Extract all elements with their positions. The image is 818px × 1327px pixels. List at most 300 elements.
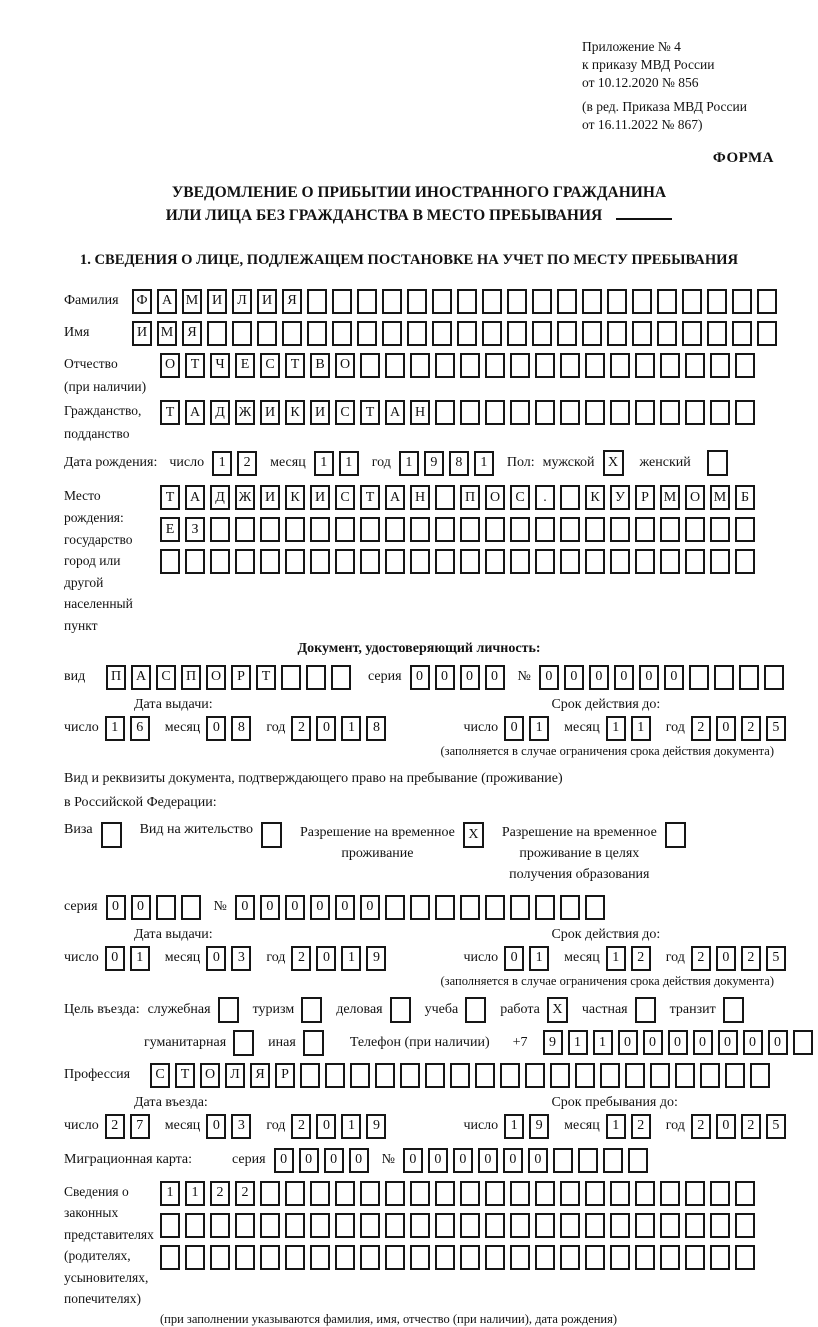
char-cell[interactable]: 0	[504, 946, 524, 971]
char-cell[interactable]: 0	[299, 1148, 319, 1173]
char-cell[interactable]	[603, 1148, 623, 1173]
char-cell[interactable]	[281, 665, 301, 690]
char-cell[interactable]: Т	[285, 353, 305, 378]
char-cell[interactable]: 0	[485, 665, 505, 690]
char-cell[interactable]	[710, 1245, 730, 1270]
char-cell[interactable]	[735, 400, 755, 425]
char-cell[interactable]	[435, 1213, 455, 1238]
char-cell[interactable]: 0	[639, 665, 659, 690]
char-cell[interactable]: 2	[691, 716, 711, 741]
char-cell[interactable]	[435, 895, 455, 920]
char-cell[interactable]	[385, 895, 405, 920]
char-cell[interactable]	[357, 289, 377, 314]
char-cell[interactable]	[435, 353, 455, 378]
char-cell[interactable]: Е	[235, 353, 255, 378]
char-cell[interactable]	[535, 517, 555, 542]
char-cell[interactable]	[482, 289, 502, 314]
char-cell[interactable]	[700, 1063, 720, 1088]
char-cell[interactable]: А	[131, 665, 151, 690]
char-cell[interactable]: 0	[428, 1148, 448, 1173]
char-cell[interactable]	[460, 1245, 480, 1270]
char-cell[interactable]	[410, 1181, 430, 1206]
char-cell[interactable]	[735, 549, 755, 574]
char-cell[interactable]: 0	[335, 895, 355, 920]
char-cell[interactable]	[500, 1063, 520, 1088]
char-cell[interactable]	[510, 1181, 530, 1206]
char-cell[interactable]	[400, 1063, 420, 1088]
char-cell[interactable]	[332, 289, 352, 314]
char-cell[interactable]: 1	[529, 946, 549, 971]
purpose-transit-checkbox[interactable]	[723, 997, 744, 1023]
char-cell[interactable]: 1	[341, 946, 361, 971]
char-cell[interactable]	[335, 549, 355, 574]
char-cell[interactable]: 0	[664, 665, 684, 690]
char-cell[interactable]	[432, 289, 452, 314]
char-cell[interactable]: 2	[631, 1114, 651, 1139]
char-cell[interactable]: 0	[260, 895, 280, 920]
char-cell[interactable]	[660, 517, 680, 542]
char-cell[interactable]	[628, 1148, 648, 1173]
char-cell[interactable]	[357, 321, 377, 346]
char-cell[interactable]	[632, 321, 652, 346]
char-cell[interactable]	[657, 289, 677, 314]
char-cell[interactable]	[650, 1063, 670, 1088]
char-cell[interactable]	[410, 1213, 430, 1238]
char-cell[interactable]: 1	[160, 1181, 180, 1206]
char-cell[interactable]	[335, 1181, 355, 1206]
char-cell[interactable]: 9	[366, 946, 386, 971]
char-cell[interactable]	[307, 289, 327, 314]
char-cell[interactable]	[407, 321, 427, 346]
char-cell[interactable]: С	[156, 665, 176, 690]
purpose-humanitarian-checkbox[interactable]	[233, 1030, 254, 1056]
char-cell[interactable]	[460, 353, 480, 378]
char-cell[interactable]	[560, 353, 580, 378]
char-cell[interactable]	[210, 1245, 230, 1270]
char-cell[interactable]	[535, 1213, 555, 1238]
char-cell[interactable]: Ж	[235, 485, 255, 510]
char-cell[interactable]	[560, 1181, 580, 1206]
char-cell[interactable]	[410, 549, 430, 574]
char-cell[interactable]: 1	[606, 946, 626, 971]
char-cell[interactable]: 0	[716, 716, 736, 741]
char-cell[interactable]	[257, 321, 277, 346]
char-cell[interactable]: 3	[231, 946, 251, 971]
char-cell[interactable]	[410, 353, 430, 378]
char-cell[interactable]: Т	[185, 353, 205, 378]
char-cell[interactable]	[660, 400, 680, 425]
char-cell[interactable]	[585, 1213, 605, 1238]
char-cell[interactable]	[425, 1063, 445, 1088]
char-cell[interactable]	[235, 549, 255, 574]
char-cell[interactable]	[732, 321, 752, 346]
char-cell[interactable]: 0	[349, 1148, 369, 1173]
char-cell[interactable]: 0	[668, 1030, 688, 1055]
char-cell[interactable]: Я	[282, 289, 302, 314]
char-cell[interactable]	[485, 1213, 505, 1238]
char-cell[interactable]: 0	[453, 1148, 473, 1173]
char-cell[interactable]: 0	[435, 665, 455, 690]
char-cell[interactable]	[535, 895, 555, 920]
char-cell[interactable]	[235, 1213, 255, 1238]
char-cell[interactable]: С	[260, 353, 280, 378]
char-cell[interactable]: С	[335, 400, 355, 425]
char-cell[interactable]	[735, 1213, 755, 1238]
char-cell[interactable]: Т	[160, 485, 180, 510]
char-cell[interactable]	[460, 517, 480, 542]
char-cell[interactable]	[635, 1213, 655, 1238]
char-cell[interactable]	[635, 1181, 655, 1206]
char-cell[interactable]	[285, 1213, 305, 1238]
char-cell[interactable]	[557, 289, 577, 314]
char-cell[interactable]	[510, 1213, 530, 1238]
char-cell[interactable]: 2	[691, 1114, 711, 1139]
char-cell[interactable]	[300, 1063, 320, 1088]
char-cell[interactable]: .	[535, 485, 555, 510]
char-cell[interactable]	[310, 1181, 330, 1206]
char-cell[interactable]: 1	[399, 451, 419, 476]
char-cell[interactable]: 2	[210, 1181, 230, 1206]
char-cell[interactable]: 0	[206, 946, 226, 971]
char-cell[interactable]: 2	[291, 716, 311, 741]
char-cell[interactable]	[457, 321, 477, 346]
char-cell[interactable]: Д	[210, 400, 230, 425]
char-cell[interactable]: З	[185, 517, 205, 542]
char-cell[interactable]	[510, 400, 530, 425]
char-cell[interactable]	[550, 1063, 570, 1088]
char-cell[interactable]	[685, 1181, 705, 1206]
char-cell[interactable]: 0	[206, 1114, 226, 1139]
char-cell[interactable]	[485, 517, 505, 542]
char-cell[interactable]	[335, 1245, 355, 1270]
char-cell[interactable]	[682, 289, 702, 314]
char-cell[interactable]: 1	[529, 716, 549, 741]
char-cell[interactable]: Т	[175, 1063, 195, 1088]
char-cell[interactable]: 0	[643, 1030, 663, 1055]
char-cell[interactable]	[435, 549, 455, 574]
char-cell[interactable]: М	[157, 321, 177, 346]
char-cell[interactable]	[360, 517, 380, 542]
char-cell[interactable]	[285, 517, 305, 542]
char-cell[interactable]	[510, 353, 530, 378]
char-cell[interactable]	[685, 549, 705, 574]
char-cell[interactable]: А	[385, 485, 405, 510]
char-cell[interactable]	[793, 1030, 813, 1055]
char-cell[interactable]: 1	[339, 451, 359, 476]
char-cell[interactable]	[582, 289, 602, 314]
char-cell[interactable]: И	[310, 400, 330, 425]
char-cell[interactable]: К	[285, 400, 305, 425]
char-cell[interactable]: 0	[528, 1148, 548, 1173]
char-cell[interactable]	[610, 549, 630, 574]
char-cell[interactable]	[350, 1063, 370, 1088]
char-cell[interactable]: К	[285, 485, 305, 510]
char-cell[interactable]: 0	[316, 1114, 336, 1139]
purpose-work-checkbox[interactable]: X	[547, 997, 568, 1023]
char-cell[interactable]: 2	[741, 716, 761, 741]
char-cell[interactable]	[532, 289, 552, 314]
char-cell[interactable]	[510, 517, 530, 542]
char-cell[interactable]	[607, 321, 627, 346]
char-cell[interactable]	[710, 549, 730, 574]
char-cell[interactable]	[260, 1213, 280, 1238]
char-cell[interactable]: М	[660, 485, 680, 510]
char-cell[interactable]	[160, 549, 180, 574]
char-cell[interactable]	[707, 289, 727, 314]
char-cell[interactable]	[435, 485, 455, 510]
char-cell[interactable]: 2	[291, 946, 311, 971]
char-cell[interactable]	[560, 485, 580, 510]
char-cell[interactable]: С	[150, 1063, 170, 1088]
char-cell[interactable]	[535, 1181, 555, 1206]
char-cell[interactable]	[285, 1181, 305, 1206]
char-cell[interactable]: 0	[206, 716, 226, 741]
char-cell[interactable]: 8	[449, 451, 469, 476]
char-cell[interactable]	[607, 289, 627, 314]
char-cell[interactable]	[685, 400, 705, 425]
char-cell[interactable]	[306, 665, 326, 690]
char-cell[interactable]	[232, 321, 252, 346]
char-cell[interactable]	[660, 1213, 680, 1238]
char-cell[interactable]	[475, 1063, 495, 1088]
char-cell[interactable]: 1	[105, 716, 125, 741]
char-cell[interactable]	[282, 321, 302, 346]
char-cell[interactable]: А	[157, 289, 177, 314]
char-cell[interactable]	[185, 549, 205, 574]
char-cell[interactable]	[585, 549, 605, 574]
char-cell[interactable]: 2	[237, 451, 257, 476]
char-cell[interactable]	[510, 549, 530, 574]
char-cell[interactable]	[582, 321, 602, 346]
char-cell[interactable]	[764, 665, 784, 690]
char-cell[interactable]	[675, 1063, 695, 1088]
char-cell[interactable]: 0	[410, 665, 430, 690]
char-cell[interactable]	[285, 1245, 305, 1270]
char-cell[interactable]	[510, 1245, 530, 1270]
char-cell[interactable]: О	[485, 485, 505, 510]
char-cell[interactable]: И	[207, 289, 227, 314]
char-cell[interactable]	[685, 1245, 705, 1270]
char-cell[interactable]: И	[260, 400, 280, 425]
char-cell[interactable]: А	[185, 400, 205, 425]
char-cell[interactable]: Я	[250, 1063, 270, 1088]
char-cell[interactable]	[685, 517, 705, 542]
char-cell[interactable]: 0	[403, 1148, 423, 1173]
char-cell[interactable]: П	[460, 485, 480, 510]
char-cell[interactable]	[525, 1063, 545, 1088]
char-cell[interactable]	[460, 400, 480, 425]
char-cell[interactable]: 0	[718, 1030, 738, 1055]
char-cell[interactable]: 0	[274, 1148, 294, 1173]
char-cell[interactable]: М	[710, 485, 730, 510]
char-cell[interactable]	[610, 400, 630, 425]
char-cell[interactable]	[410, 517, 430, 542]
char-cell[interactable]	[710, 353, 730, 378]
char-cell[interactable]	[710, 1181, 730, 1206]
char-cell[interactable]: 1	[212, 451, 232, 476]
char-cell[interactable]	[382, 289, 402, 314]
char-cell[interactable]	[285, 549, 305, 574]
char-cell[interactable]	[310, 549, 330, 574]
char-cell[interactable]	[660, 1181, 680, 1206]
char-cell[interactable]	[410, 1245, 430, 1270]
char-cell[interactable]: Т	[160, 400, 180, 425]
char-cell[interactable]	[635, 549, 655, 574]
char-cell[interactable]	[732, 289, 752, 314]
char-cell[interactable]: 0	[743, 1030, 763, 1055]
char-cell[interactable]: О	[200, 1063, 220, 1088]
char-cell[interactable]	[635, 517, 655, 542]
char-cell[interactable]	[485, 1181, 505, 1206]
char-cell[interactable]: 2	[631, 946, 651, 971]
char-cell[interactable]	[578, 1148, 598, 1173]
char-cell[interactable]: 1	[593, 1030, 613, 1055]
purpose-tourism-checkbox[interactable]	[301, 997, 322, 1023]
char-cell[interactable]: 6	[130, 716, 150, 741]
char-cell[interactable]: 1	[568, 1030, 588, 1055]
char-cell[interactable]: 1	[504, 1114, 524, 1139]
char-cell[interactable]	[156, 895, 176, 920]
char-cell[interactable]: И	[260, 485, 280, 510]
char-cell[interactable]: 0	[589, 665, 609, 690]
char-cell[interactable]	[460, 1181, 480, 1206]
char-cell[interactable]: 0	[539, 665, 559, 690]
char-cell[interactable]	[335, 517, 355, 542]
purpose-business-checkbox[interactable]	[390, 997, 411, 1023]
char-cell[interactable]: 2	[235, 1181, 255, 1206]
char-cell[interactable]	[685, 1213, 705, 1238]
char-cell[interactable]	[757, 321, 777, 346]
char-cell[interactable]: И	[132, 321, 152, 346]
char-cell[interactable]: 0	[324, 1148, 344, 1173]
char-cell[interactable]	[435, 1181, 455, 1206]
char-cell[interactable]: У	[610, 485, 630, 510]
char-cell[interactable]: Н	[410, 400, 430, 425]
temp-permit-checkbox[interactable]: X	[463, 822, 484, 848]
edu-permit-checkbox[interactable]	[665, 822, 686, 848]
char-cell[interactable]	[585, 1181, 605, 1206]
char-cell[interactable]	[185, 1213, 205, 1238]
char-cell[interactable]	[385, 549, 405, 574]
char-cell[interactable]	[260, 549, 280, 574]
char-cell[interactable]	[482, 321, 502, 346]
char-cell[interactable]: Л	[232, 289, 252, 314]
char-cell[interactable]: Ф	[132, 289, 152, 314]
char-cell[interactable]: 5	[766, 716, 786, 741]
char-cell[interactable]	[310, 1213, 330, 1238]
char-cell[interactable]	[635, 353, 655, 378]
char-cell[interactable]: 1	[631, 716, 651, 741]
char-cell[interactable]	[325, 1063, 345, 1088]
char-cell[interactable]	[625, 1063, 645, 1088]
char-cell[interactable]: 8	[231, 716, 251, 741]
char-cell[interactable]: 9	[424, 451, 444, 476]
char-cell[interactable]	[632, 289, 652, 314]
char-cell[interactable]	[585, 1245, 605, 1270]
char-cell[interactable]	[210, 549, 230, 574]
char-cell[interactable]	[750, 1063, 770, 1088]
char-cell[interactable]	[360, 353, 380, 378]
male-checkbox[interactable]: X	[603, 450, 624, 476]
char-cell[interactable]: 0	[503, 1148, 523, 1173]
char-cell[interactable]: 0	[285, 895, 305, 920]
char-cell[interactable]	[535, 549, 555, 574]
char-cell[interactable]	[532, 321, 552, 346]
char-cell[interactable]	[310, 517, 330, 542]
char-cell[interactable]: 0	[235, 895, 255, 920]
char-cell[interactable]	[235, 1245, 255, 1270]
char-cell[interactable]	[585, 517, 605, 542]
char-cell[interactable]: 1	[606, 716, 626, 741]
char-cell[interactable]	[560, 549, 580, 574]
char-cell[interactable]: А	[185, 485, 205, 510]
char-cell[interactable]: Н	[410, 485, 430, 510]
char-cell[interactable]: О	[160, 353, 180, 378]
char-cell[interactable]	[185, 1245, 205, 1270]
char-cell[interactable]: Е	[160, 517, 180, 542]
char-cell[interactable]: А	[385, 400, 405, 425]
char-cell[interactable]	[610, 1245, 630, 1270]
char-cell[interactable]	[535, 400, 555, 425]
char-cell[interactable]	[407, 289, 427, 314]
char-cell[interactable]	[485, 1245, 505, 1270]
char-cell[interactable]	[735, 353, 755, 378]
char-cell[interactable]: П	[181, 665, 201, 690]
char-cell[interactable]: 9	[366, 1114, 386, 1139]
char-cell[interactable]	[757, 289, 777, 314]
char-cell[interactable]	[707, 321, 727, 346]
char-cell[interactable]	[181, 895, 201, 920]
char-cell[interactable]	[435, 1245, 455, 1270]
char-cell[interactable]: 2	[691, 946, 711, 971]
char-cell[interactable]: 0	[504, 716, 524, 741]
char-cell[interactable]	[160, 1213, 180, 1238]
char-cell[interactable]: Р	[231, 665, 251, 690]
char-cell[interactable]: Р	[275, 1063, 295, 1088]
char-cell[interactable]: 9	[529, 1114, 549, 1139]
char-cell[interactable]	[210, 517, 230, 542]
char-cell[interactable]	[385, 517, 405, 542]
char-cell[interactable]	[710, 400, 730, 425]
char-cell[interactable]: И	[310, 485, 330, 510]
visa-checkbox[interactable]	[101, 822, 122, 848]
char-cell[interactable]: 0	[316, 946, 336, 971]
char-cell[interactable]: О	[685, 485, 705, 510]
char-cell[interactable]	[535, 353, 555, 378]
char-cell[interactable]: 0	[310, 895, 330, 920]
char-cell[interactable]	[635, 400, 655, 425]
purpose-study-checkbox[interactable]	[465, 997, 486, 1023]
char-cell[interactable]: 0	[478, 1148, 498, 1173]
char-cell[interactable]	[585, 400, 605, 425]
char-cell[interactable]: 0	[105, 946, 125, 971]
char-cell[interactable]	[260, 517, 280, 542]
char-cell[interactable]	[560, 517, 580, 542]
char-cell[interactable]: 3	[231, 1114, 251, 1139]
char-cell[interactable]	[382, 321, 402, 346]
char-cell[interactable]: 8	[366, 716, 386, 741]
char-cell[interactable]	[485, 895, 505, 920]
char-cell[interactable]: Л	[225, 1063, 245, 1088]
char-cell[interactable]	[557, 321, 577, 346]
char-cell[interactable]	[360, 1245, 380, 1270]
char-cell[interactable]	[207, 321, 227, 346]
char-cell[interactable]: 0	[106, 895, 126, 920]
char-cell[interactable]: Р	[635, 485, 655, 510]
char-cell[interactable]	[385, 353, 405, 378]
char-cell[interactable]	[689, 665, 709, 690]
char-cell[interactable]	[235, 517, 255, 542]
